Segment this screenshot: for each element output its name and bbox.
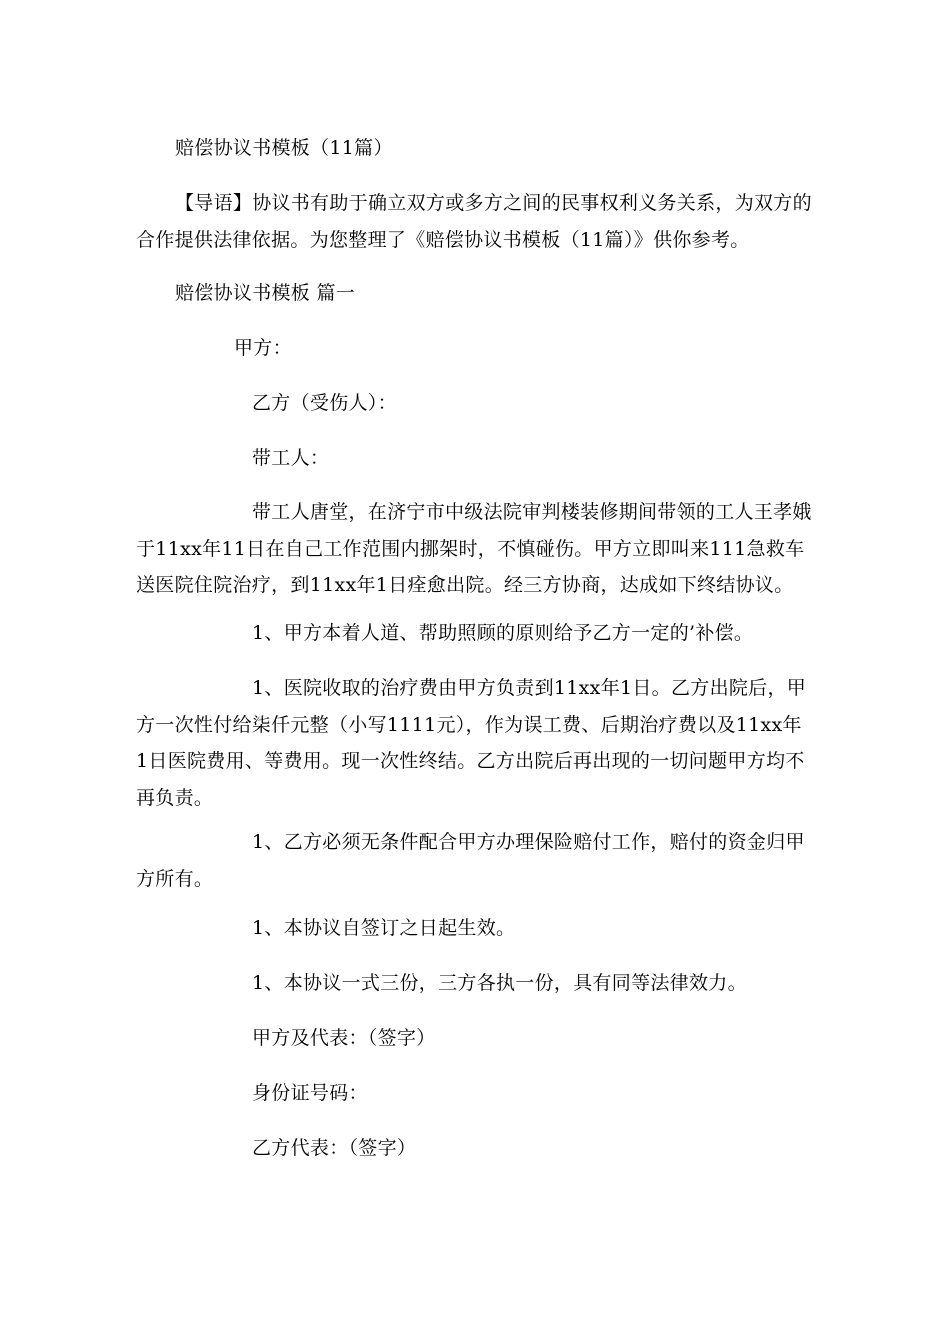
narrative-line-3: 送医院住院治疗，到11xx年1日痊愈出院。经三方协商，达成如下终结协议。 — [136, 574, 794, 596]
sign-party-b: 乙方代表：（签字） — [252, 1137, 417, 1159]
narrative-paragraph — [136, 494, 812, 604]
clause-5: 1、本协议一式三份，三方各执一份，具有同等法律效力。 — [252, 972, 747, 994]
clause-3-paragraph — [136, 824, 805, 897]
intro-line-1: 【导语】协议书有助于确立双方或多方之间的民事权利义务关系，为双方的 — [175, 192, 812, 214]
clause-2-line-1: 1、医院收取的治疗费由甲方负责到11xx年1日。乙方出院后，甲 — [252, 677, 807, 699]
clause-3-line-1: 1、乙方必须无条件配合甲方办理保险赔付工作，赔付的资金归甲 — [252, 831, 805, 853]
clause-4: 1、本协议自签订之日起生效。 — [252, 917, 516, 939]
section-title: 赔偿协议书模板 篇一 — [175, 282, 356, 304]
sign-party-a: 甲方及代表：（签字） — [252, 1027, 436, 1049]
clause-2-paragraph — [136, 670, 806, 816]
narrative-line-1: 带工人唐堂，在济宁市中级法院审判楼装修期间带领的工人王孝娥 — [252, 501, 812, 523]
clause-3-line-2: 方所有。 — [136, 867, 214, 890]
intro-paragraph — [136, 185, 812, 258]
narrative-line-2: 于11xx年11日在自己工作范围内挪架时，不慎碰伤。甲方立即叫来111急救车 — [136, 537, 805, 560]
party-a-label: 甲方： — [234, 337, 292, 359]
intro-line-2: 合作提供法律依据。为您整理了《赔偿协议书模板（11篇）》供你参考。 — [136, 228, 750, 251]
clause-1: 1、甲方本着人道、帮助照顾的原则给予乙方一定的’补偿。 — [252, 622, 754, 644]
id-number-label: 身份证号码： — [252, 1082, 368, 1104]
document-title: 赔偿协议书模板（11篇） — [175, 137, 393, 159]
party-b-label: 乙方（受伤人）： — [252, 392, 397, 414]
clause-2-line-3: 1日医院费用、等费用。现一次性终结。乙方出院后再出现的一切问题甲方均不 — [136, 750, 805, 772]
foreman-label: 带工人： — [252, 447, 330, 469]
clause-2-line-2: 方一次性付给柒仟元整（小写1111元），作为误工费、后期治疗费以及11xx年 — [136, 713, 802, 736]
clause-2-line-4: 再负责。 — [136, 786, 214, 809]
